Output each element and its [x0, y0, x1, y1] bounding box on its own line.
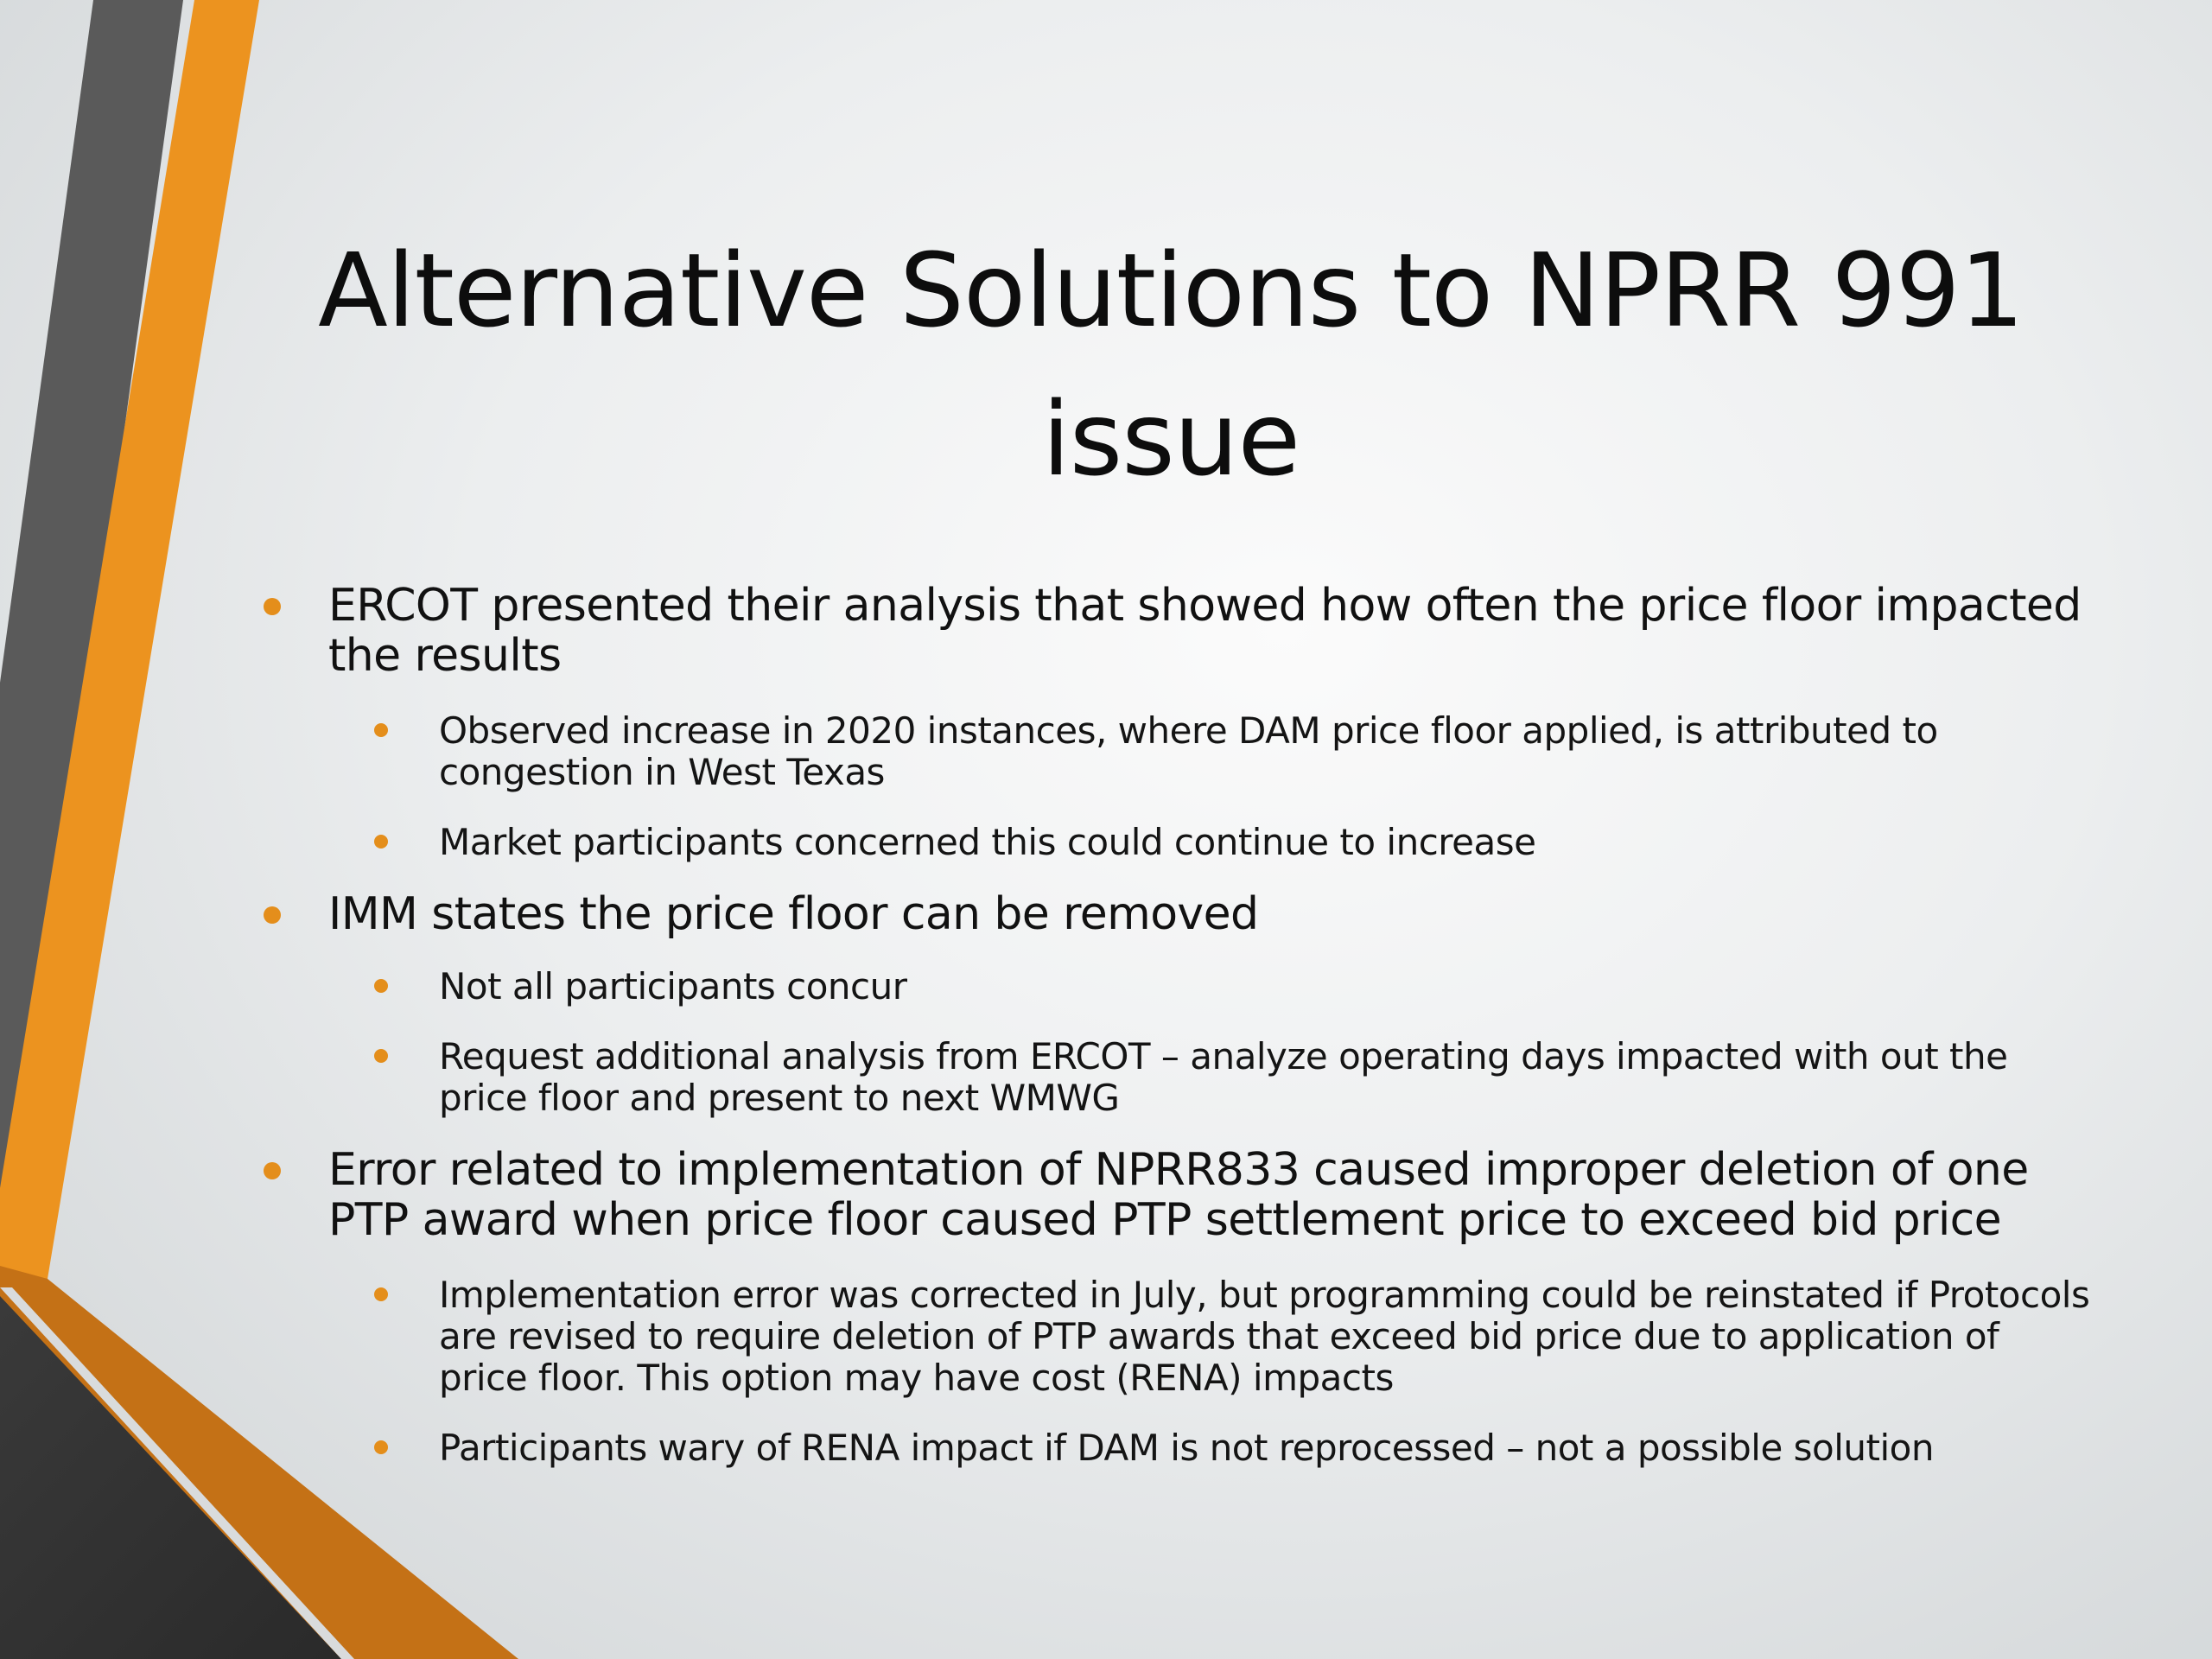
bullet-text: IMM states the price floor can be removed: [328, 888, 1259, 940]
sub-bullet-3-2: [259, 1427, 2091, 1469]
bullet-dot-icon: [374, 723, 388, 737]
bullet-1: [259, 581, 2091, 681]
sub-bullet-text: Not all participants concur: [439, 965, 907, 1007]
bullet-2: [259, 889, 2091, 939]
bullet-dot-icon: [374, 1287, 388, 1301]
bullet-dot-icon: [264, 906, 281, 924]
bullet-dot-icon: [264, 598, 281, 615]
sub-bullet-text: Participants wary of RENA impact if DAM is not reprocessed – not a possible solution: [439, 1427, 1934, 1469]
sub-bullet-text: Market participants concerned this could continue to increase: [439, 821, 1536, 863]
sub-bullet-text: Observed increase in 2020 instances, where DAM price floor applied, is attributed to congestion in West Texas: [439, 709, 1938, 793]
sub-bullet-3-1: [259, 1274, 2091, 1399]
sub-bullet-text: Request additional analysis from ERCOT – analyze operating days impacted with out the price floor and present to next WMWG: [439, 1035, 2008, 1119]
sub-bullet-text: Implementation error was corrected in July, but programming could be reinstated if Protocols are revised to require deletion of PTP awards that exceed bid price due to application of price floor. This option may have cost (RENA) impacts: [439, 1274, 2090, 1399]
sub-bullet-2-2: [259, 1036, 2091, 1119]
bullet-dot-icon: [264, 1162, 281, 1179]
sub-bullet-2-1: [259, 966, 2091, 1007]
bullet-text: ERCOT presented their analysis that showed how often the price floor impacted the results: [328, 580, 2082, 682]
bullet-dot-icon: [374, 1440, 388, 1454]
bullet-text: Error related to implementation of NPRR833 caused improper deletion of one PTP award when price floor caused PTP settlement price to exceed bid price: [328, 1144, 2029, 1246]
bullet-3: [259, 1145, 2091, 1245]
sub-bullet-1-2: [259, 822, 2091, 863]
bullet-dot-icon: [374, 979, 388, 993]
bullet-dot-icon: [374, 835, 388, 849]
bullet-dot-icon: [374, 1049, 388, 1063]
slide-title: Alternative Solutions to NPRR 991 issue: [318, 231, 2024, 499]
bullet-list: [259, 581, 2091, 1469]
sub-bullet-1-1: [259, 710, 2091, 793]
